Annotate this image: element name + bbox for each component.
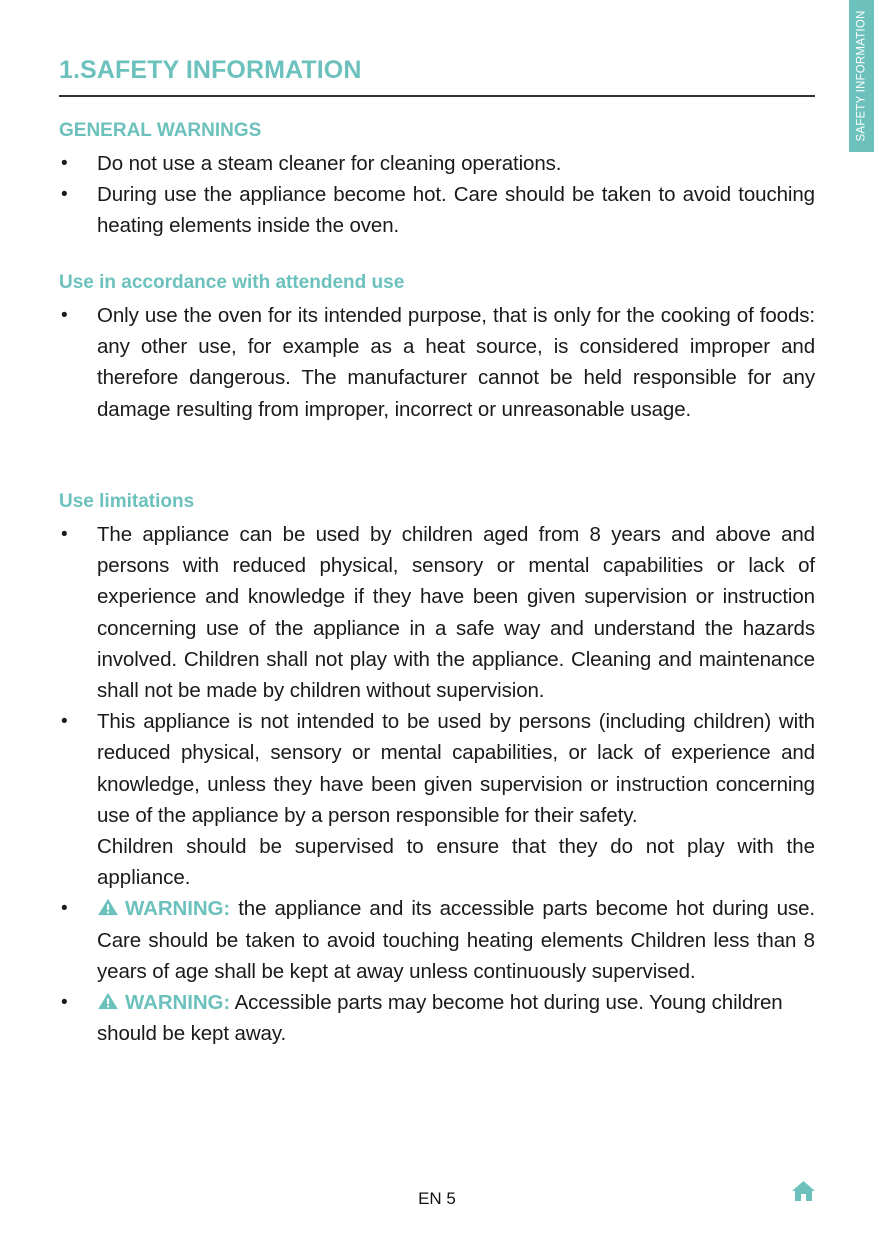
home-icon[interactable]: [791, 1180, 816, 1202]
bullet-icon: •: [61, 898, 68, 920]
section-heading-general-warnings: GENERAL WARNINGS: [59, 120, 262, 141]
list-item: • This appliance is not intended to be used by persons (including children) with reduced physical, sensory or mental capabilities, or lack of experience and knowledge, unless they have been given supervision or instruction concerning use of the appliance by a person responsible for their safety. Children should be supervised to ensure that they do not play with the appliance.: [59, 706, 815, 893]
side-tab: [849, 0, 874, 152]
list-item: • Do not use a steam cleaner for cleaning operations.: [59, 148, 815, 179]
bullet-icon: •: [61, 153, 68, 174]
page-title: 1.SAFETY INFORMATION: [59, 56, 362, 84]
use-limitations-list: [59, 519, 815, 1049]
section-heading-intended-use: Use in accordance with attendend use: [59, 272, 405, 293]
general-warnings-list: [59, 148, 815, 242]
list-item-warning: • WARNING: the appliance and its accessible parts become hot during use. Care should be taken to avoid touching heating elements Children less than 8 years of age shall be kept at away unless continuously supervised.: [59, 893, 815, 987]
title-divider: [59, 95, 815, 97]
bullet-icon: •: [61, 992, 68, 1014]
intended-use-list: [59, 300, 815, 425]
bullet-icon: •: [61, 184, 68, 206]
page-number: EN 5: [418, 1189, 456, 1208]
bullet-icon: •: [61, 711, 68, 733]
list-item: • During use the appliance become hot. Care should be taken to avoid touching heating elements inside the oven.: [59, 179, 815, 241]
warning-triangle-icon: [97, 898, 119, 916]
warning-triangle-icon: [97, 992, 119, 1010]
warning-label: WARNING:: [125, 897, 231, 921]
side-tab-label: SAFETY INFORMATION: [855, 10, 868, 142]
list-item: • The appliance can be used by children aged from 8 years and above and persons with reduced physical, sensory or mental capabilities or lack of experience and knowledge if they have been given supervision or instruction concerning use of the appliance in a safe way and understand the hazards involved. Children shall not play with the appliance. Cleaning and maintenance shall not be made by children without supervision.: [59, 519, 815, 706]
list-item: • Only use the oven for its intended purpose, that is only for the cooking of foods: any other use, for example as a heat source, is considered improper and therefore dangerous. The manufacturer cannot be held responsible for any damage resulting from improper, incorrect or unreasonable usage.: [59, 300, 815, 425]
bullet-icon: •: [61, 524, 68, 545]
warning-label: WARNING:: [125, 991, 231, 1015]
list-item-warning: • WARNING: Accessible parts may become hot during use. Young children should be kept away.: [59, 987, 815, 1049]
bullet-icon: •: [61, 305, 68, 326]
section-heading-use-limitations: Use limitations: [59, 491, 195, 512]
